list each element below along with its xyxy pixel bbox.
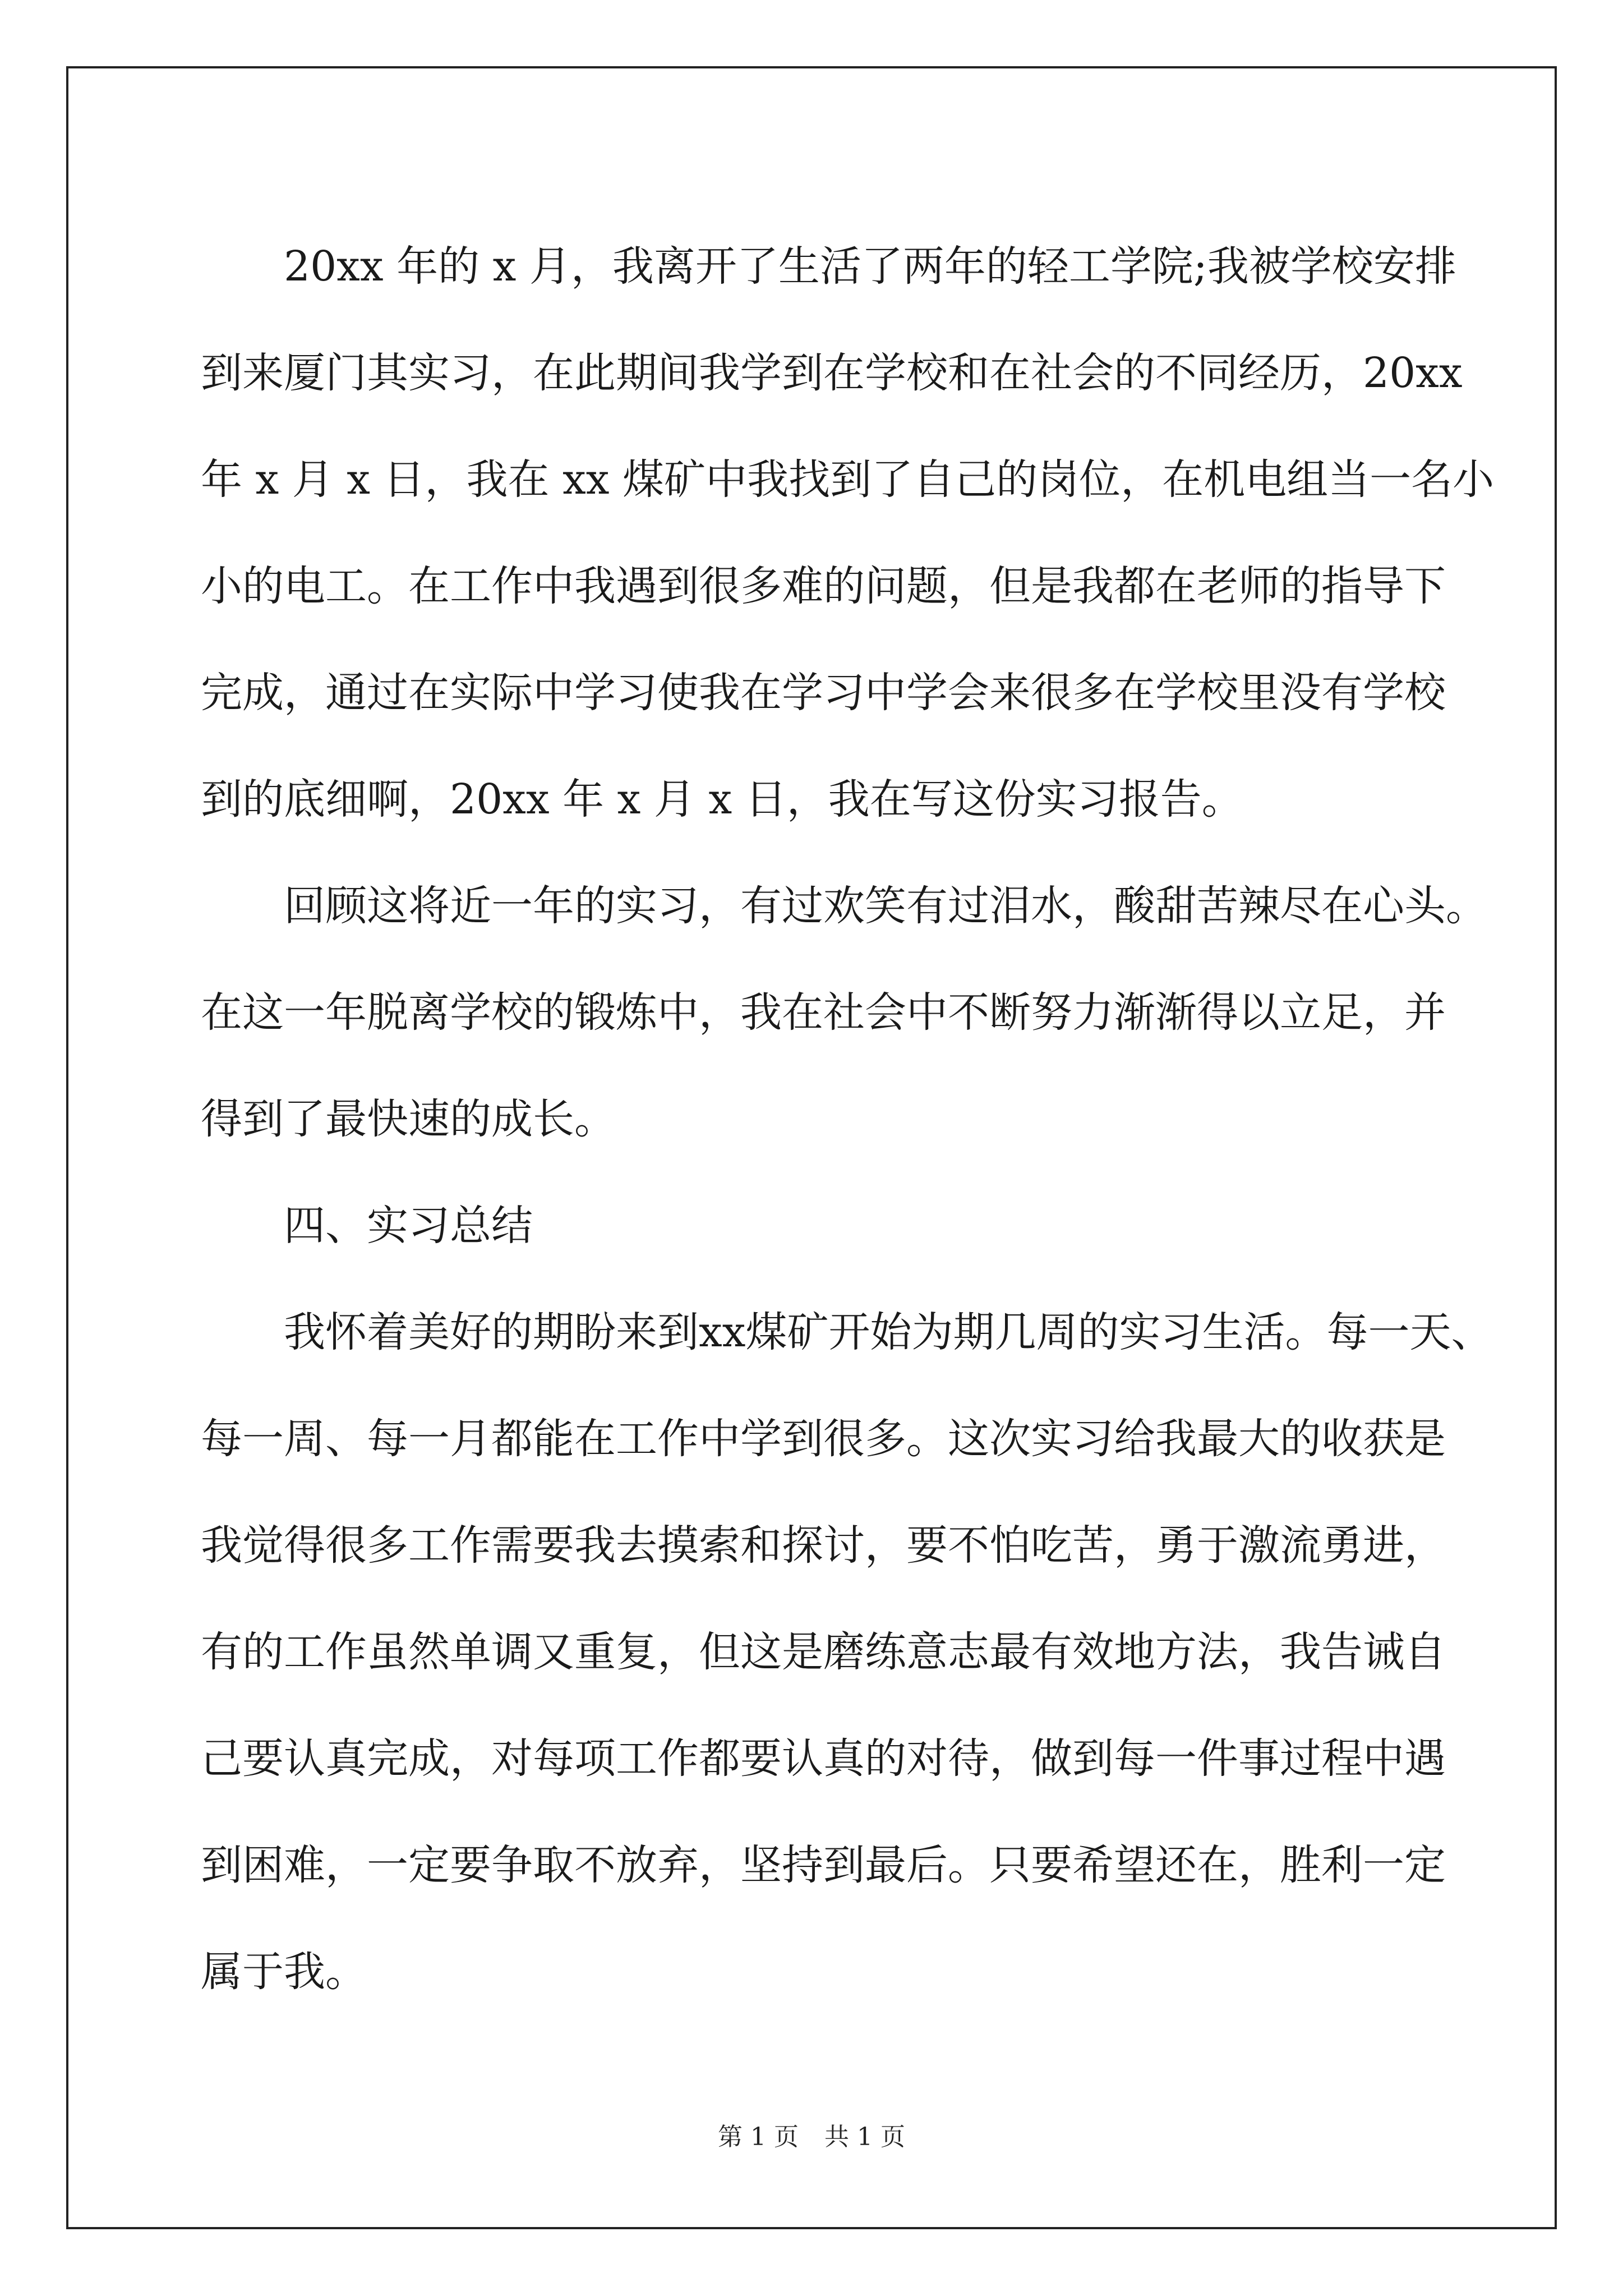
text-line: 完成，通过在实际中学习使我在学习中学会来很多在学校里没有学校 [201,669,1446,717]
text-line: 到来厦门其实习，在此期间我学到在学校和在社会的不同经历，20xx [201,349,1463,397]
page-number-total: 共 1 页 [824,2123,905,2151]
text-line: 每一周、每一月都能在工作中学到很多。这次实习给我最大的收获是 [201,1415,1446,1463]
text-line: 我觉得很多工作需要我去摸索和探讨，要不怕吃苦，勇于激流勇进， [201,1521,1446,1570]
paragraph-3 [201,1279,1493,2025]
text-line: 回顾这将近一年的实习，有过欢笑有过泪水，酸甜苦辣尽在心头。 [284,882,1487,930]
page-number-current: 第 1 页 [718,2123,799,2151]
text-line: 小的电工。在工作中我遇到很多难的问题，但是我都在老师的指导下 [201,562,1446,610]
text-line: 己要认真完成，对每项工作都要认真的对待，做到每一件事过程中遇 [201,1734,1446,1783]
text-line: 年 x 月 x 日，我在 xx 煤矿中我找到了自己的岗位，在机电组当一名小 [201,455,1495,504]
text-line: 我怀着美好的期盼来到xx煤矿开始为期几周的实习生活。每一天、 [284,1308,1493,1356]
paragraph-2 [201,853,1487,1172]
paragraph-1 [201,213,1495,853]
text-line: 到困难，一定要争取不放弃，坚持到最后。只要希望还在，胜利一定 [201,1841,1446,1889]
document-body [201,213,1495,2025]
heading-text: 四、实习总结 [284,1202,533,1250]
text-line: 到的底细啊，20xx 年 x 月 x 日，我在写这份实习报告。 [201,775,1243,823]
text-line: 20xx 年的 x 月，我离开了生活了两年的轻工学院;我被学校安排 [284,242,1456,291]
text-line: 在这一年脱离学校的锻炼中，我在社会中不断努力渐渐得以立足，并 [201,988,1446,1037]
text-line: 有的工作虽然单调又重复，但这是磨练意志最有效地方法，我告诫自 [201,1628,1446,1676]
text-line: 得到了最快速的成长。 [201,1095,616,1143]
page-footer [0,2120,1623,2154]
text-line: 属于我。 [201,1948,367,1996]
section-heading [201,1172,1429,1279]
